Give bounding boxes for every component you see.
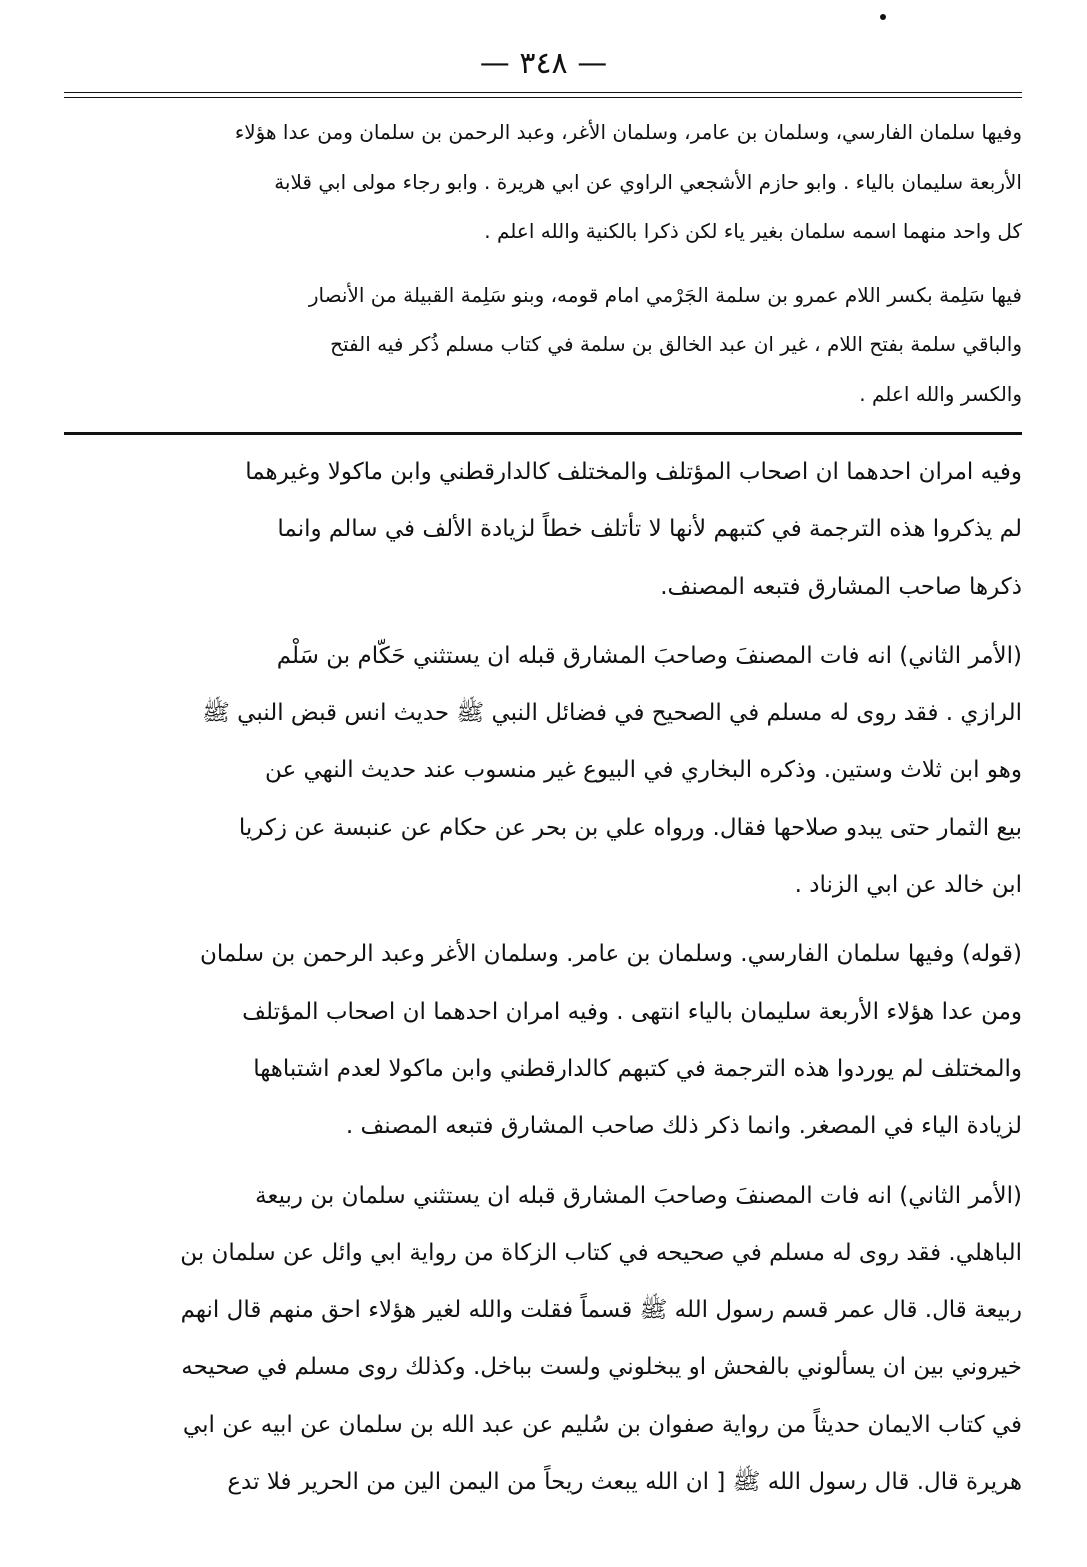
footnote-block — [64, 108, 1022, 433]
text-line: فيها سَلِمة بكسر اللام عمرو بن سلمة الجَرْمي امام قومه، وبنو سَلِمة القبيلة من الأنصار — [308, 282, 1022, 307]
text-line: بيع الثمار حتى يبدو صلاحها فقال. ورواه علي بن بحر عن حكام عن عنبسة عن زكريا — [238, 814, 1022, 841]
text-line: والمختلف لم يوردوا هذه الترجمة في كتبهم كالدارقطني وابن ماكولا لعدم اشتباهها — [253, 1055, 1022, 1082]
body-paragraph — [64, 1168, 1022, 1512]
body-paragraph — [64, 926, 1022, 1155]
section-divider — [64, 432, 1022, 435]
text-line: وفيه امران احدهما ان اصحاب المؤتلف والمختلف كالدارقطني وابن ماكولا وغيرهما — [245, 459, 1022, 485]
text-line: الباهلي. فقد روى له مسلم في صحيحه في كتاب الزكاة من رواية ابي وائل عن سلمان بن — [180, 1239, 1022, 1266]
text-line: هريرة قال. قال رسول الله ﷺ [ ان الله يبعث ريحاً من اليمن الين من الحرير فلا تدع — [227, 1469, 1022, 1496]
text-line: (الأمر الثاني) انه فات المصنفَ وصاحبَ المشارق قبله ان يستثني حَكّام بن سَلْم — [276, 642, 1022, 669]
text-line: (الأمر الثاني) انه فات المصنفَ وصاحبَ المشارق قبله ان يستثني سلمان بن ربيعة — [255, 1182, 1022, 1209]
text-line: خيروني بين ان يسألوني بالفحش او يبخلوني ولست بباخل. وكذلك روى مسلم في صحيحه — [181, 1354, 1022, 1381]
text-line: لزيادة الياء في المصغر. وانما ذكر ذلك صاحب المشارق فتبعه المصنف . — [345, 1113, 1022, 1140]
text-line: (قوله) وفيها سلمان الفارسي. وسلمان بن عامر. وسلمان الأغر وعبد الرحمن بن سلمان — [199, 941, 1022, 968]
footnote-paragraph — [64, 271, 1022, 420]
header-rule-bottom — [64, 97, 1022, 98]
body-paragraph — [64, 628, 1022, 914]
text-line: ذكرها صاحب المشارق فتبعه المصنف. — [660, 573, 1022, 600]
text-line: ابن خالد عن ابي الزناد . — [794, 872, 1022, 899]
header-rule-top — [64, 92, 1022, 93]
text-line: ومن عدا هؤلاء الأربعة سليمان بالياء انتهى . وفيه امران احدهما ان اصحاب المؤتلف — [242, 998, 1022, 1025]
page-number: — ٣٤٨ — — [479, 46, 608, 81]
text-line: لم يذكروا هذه الترجمة في كتبهم لأنها لا تأتلف خطاً لزيادة الألف في سالم وانما — [277, 516, 1022, 543]
text-line: كل واحد منهما اسمه سلمان بغير ياء لكن ذكرا بالكنية والله اعلم . — [484, 219, 1022, 243]
text-line: ربيعة قال. قال عمر قسم رسول الله ﷺ قسماً فقلت والله لغير هؤلاء احق منهم قال انهم — [180, 1297, 1022, 1324]
text-line: والكسر والله اعلم . — [859, 381, 1022, 406]
main-text-block — [64, 444, 1022, 1523]
text-line: وهو ابن ثلاث وستين. وذكره البخاري في البيوع غير منسوب عند حديث النهي عن — [264, 757, 1022, 784]
text-line: وفيها سلمان الفارسي، وسلمان بن عامر، وسلمان الأغر، وعبد الرحمن بن سلمان ومن عدا هؤلاء — [234, 120, 1022, 144]
footnote-paragraph — [64, 108, 1022, 257]
body-paragraph — [64, 444, 1022, 616]
margin-dot — [880, 14, 886, 20]
text-line: الأربعة سليمان بالياء . وابو حازم الأشجعي الراوي عن ابي هريرة . وابو رجاء مولى ابي قلابة — [274, 169, 1022, 194]
text-line: والباقي سلمة بفتح اللام ، غير ان عبد الخالق بن سلمة في كتاب مسلم ذُكر فيه الفتح — [330, 332, 1022, 356]
text-line: في كتاب الايمان حديثاً من رواية صفوان بن سُليم عن عبد الله بن سلمان عن ابيه عن ابي — [182, 1411, 1022, 1438]
text-line: الرازي . فقد روى له مسلم في الصحيح في فضائل النبي ﷺ حديث انس قبض النبي ﷺ — [202, 700, 1022, 727]
